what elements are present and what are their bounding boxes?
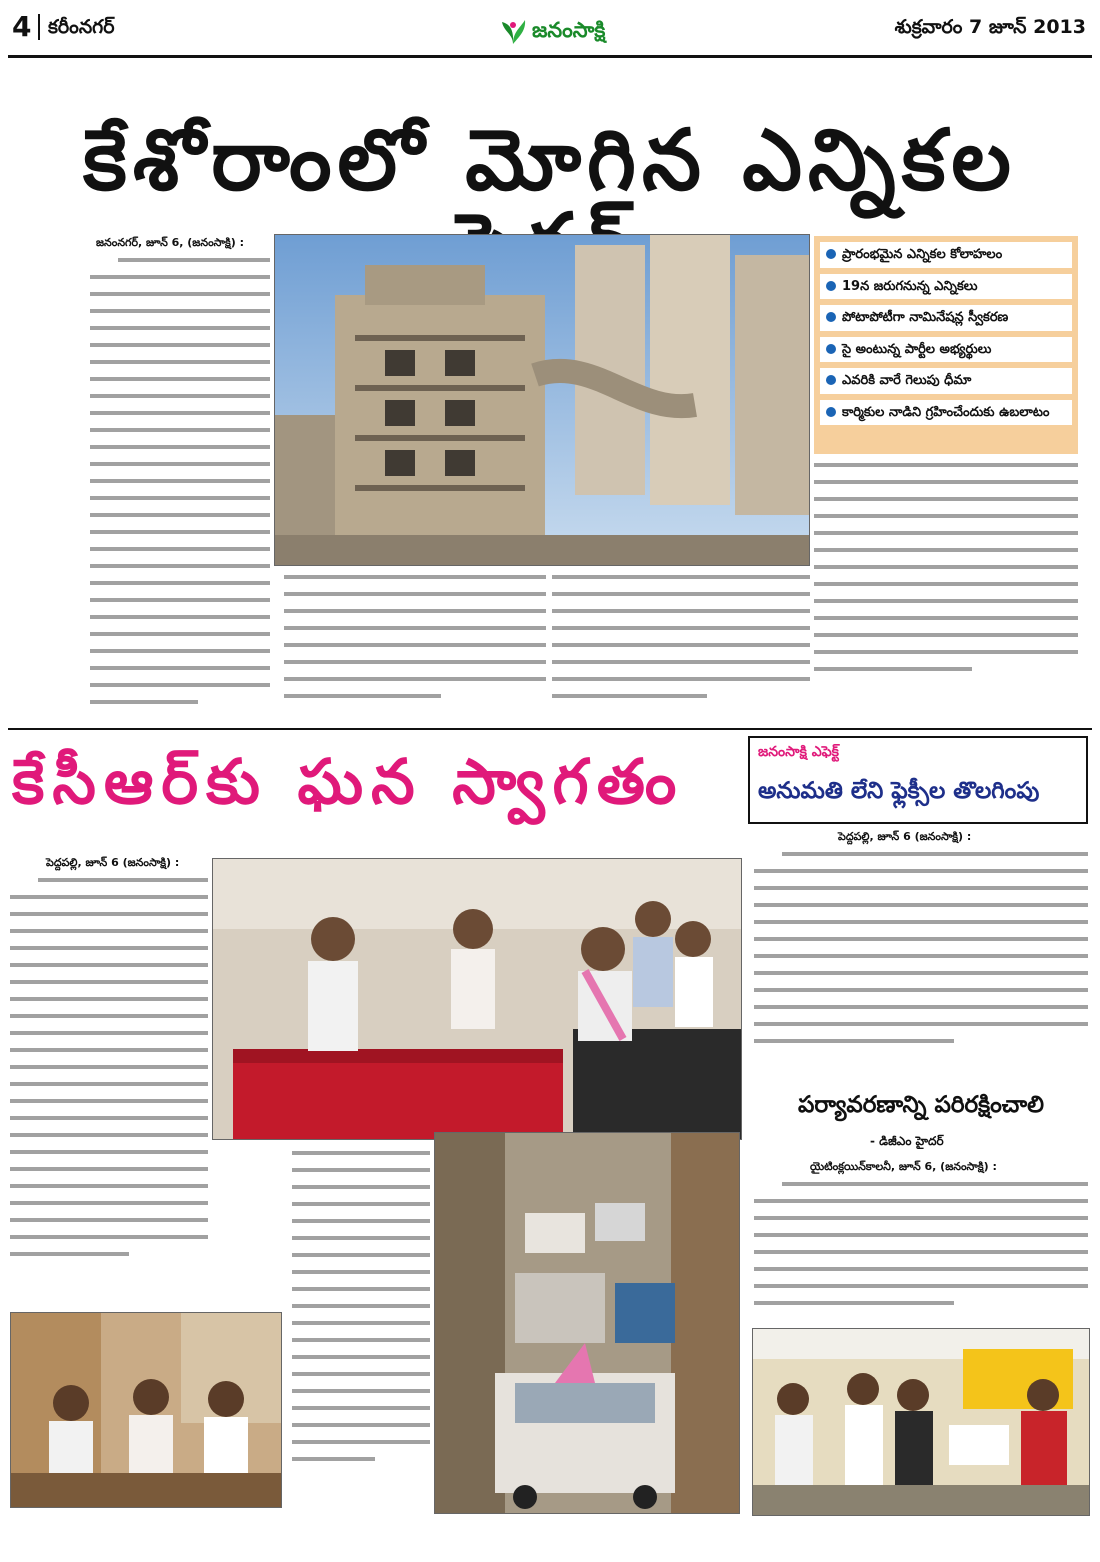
article4-dateline: యైటింక్లయిన్‌కాలనీ, జూన్ 6, (జనంసాక్షి) : [810,1160,997,1173]
rally-illustration [435,1133,740,1514]
highlight-item: ఎవరికి వారే గెలుపు ధీమా [820,368,1072,394]
environment-event-photo [752,1328,1090,1516]
article1-body-text-middle-2 [552,570,810,703]
highlight-item: ప్రారంభమైన ఎన్నికల కోలాహలం [820,242,1072,268]
article3-column [754,830,1088,1070]
logo-text: జనంసాక్షి [532,18,606,42]
article4-headline: పర్యావరణాన్ని పరిరక్షించాలి [797,1092,1045,1118]
article4-byline: - డిజీఎం హైదర్ [870,1134,944,1148]
newspaper-logo [496,10,636,54]
event-illustration [213,859,742,1140]
article1-dateline: జనంనగర్, జూన్ 6, (జనంసాక్షి) : [96,236,244,249]
article4-column [754,1160,1088,1320]
bullet-dot-icon [826,249,836,259]
article2-dateline: పెద్దపల్లి, జూన్ 6 (జనంసాక్షి) : [46,856,180,869]
article2-column-1 [10,856,208,1306]
district-label: కరీంనగర్ [48,16,115,38]
article1-column-1 [90,236,270,720]
highlight-item: 19న జరుగనున్న ఎన్నికలు [820,274,1072,300]
article3-headline: అనుమతి లేని ఫ్లెక్సీల తొలగింపు [758,778,1040,804]
issue-date: శుక్రవారం 7 జూన్ 2013 [894,16,1086,38]
highlight-item: పోటాపోటీగా నామినేషన్ల స్వీకరణ [820,305,1072,331]
article1-highlights-box [814,236,1078,454]
article1-body-text-middle [284,570,546,703]
article1-body-text [90,253,270,709]
article1-body-text-right [814,458,1078,676]
page-number: 4 [12,10,32,43]
bullet-dot-icon [826,344,836,354]
article2-headline: కేసీఆర్‌కు ఘన స్వాగతం [12,745,685,818]
section-divider [8,728,1092,730]
article2-body-text [10,873,208,1261]
article2-body-text-middle [292,1146,430,1466]
article3-tag: జనంసాక్షి ఎఫెక్ట్ [758,744,839,760]
page-number-divider [38,14,40,40]
bullet-dot-icon [826,407,836,417]
article1-column-2 [284,570,546,720]
article3-dateline: పెద్దపల్లి, జూన్ 6 (జనంసాక్షి) : [838,830,972,843]
masthead [8,8,1092,58]
highlight-item: కార్మికుల నాడిని గ్రహించేందుకు ఉబలాటం [820,400,1072,426]
bullet-dot-icon [826,375,836,385]
article1-headline: కేశోరాంలో మోగిన ఎన్నికల [83,111,1017,209]
article3-header-box [748,736,1088,824]
cement-factory-photo [274,234,810,566]
article1-column-3 [552,570,810,720]
meeting-illustration [11,1313,282,1508]
article3-body-text [754,847,1088,1048]
article4-body-text [754,1177,1088,1310]
factory-illustration [275,235,810,566]
bullet-dot-icon [826,312,836,322]
article1-column-4 [814,458,1078,720]
highlight-item: సై అంటున్న పార్టీల అభ్యర్థులు [820,337,1072,363]
leaf-icon [498,16,528,46]
article2-column-2 [292,1146,430,1516]
welcome-event-photo [212,858,742,1140]
rally-street-photo [434,1132,740,1514]
environment-illustration [753,1329,1090,1516]
meeting-photo [10,1312,282,1508]
bullet-dot-icon [826,281,836,291]
